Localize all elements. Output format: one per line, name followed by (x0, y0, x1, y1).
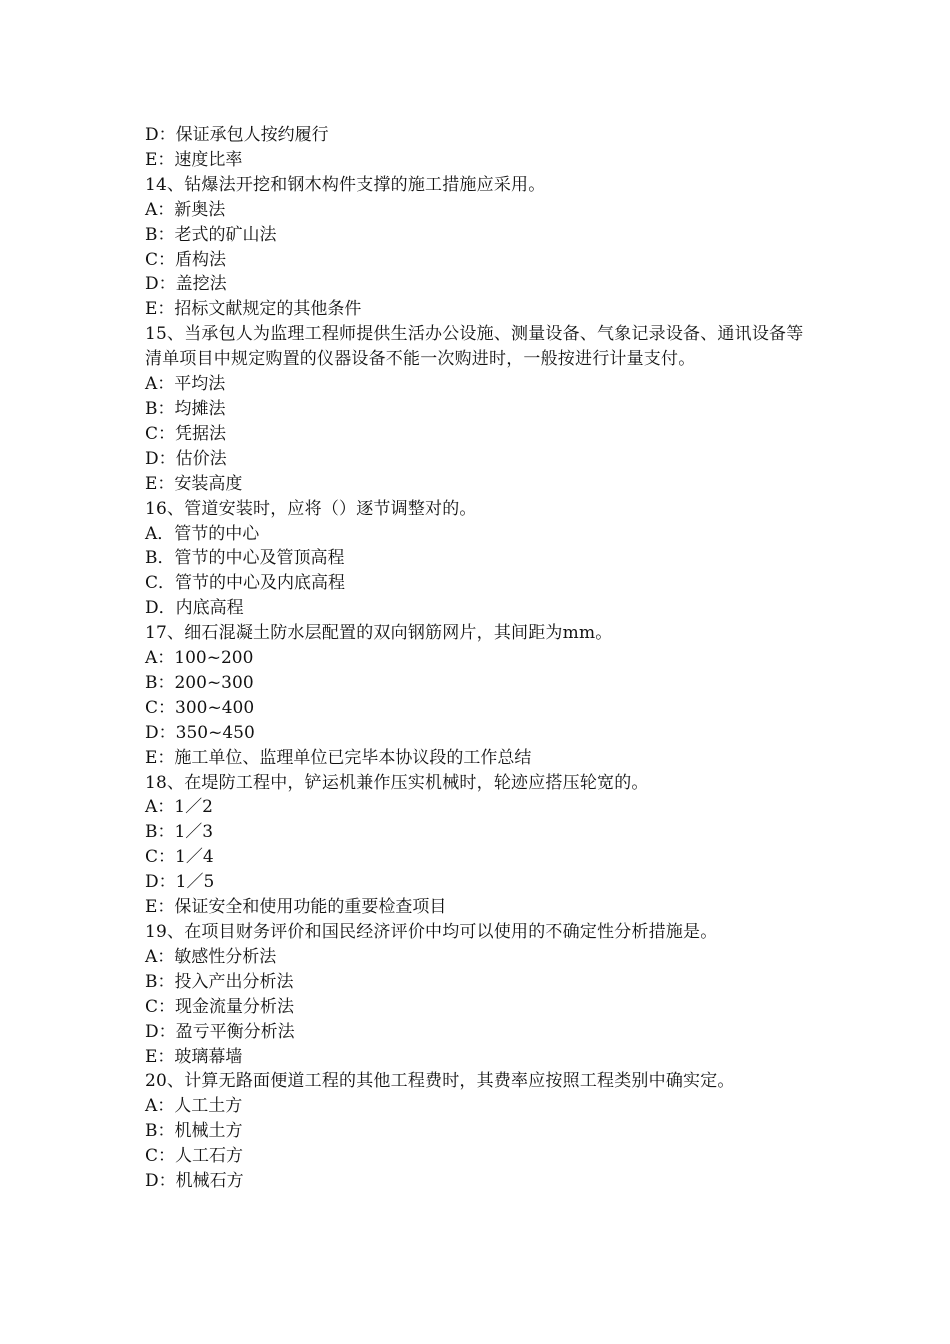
question-text: 15、当承包人为监理工程师提供生活办公设施、测量设备、气象记录设备、通讯设备等清单项目中规定购置的仪器设备不能一次购进时，一般按进行计量支付。 (145, 324, 804, 370)
answer-option: C：300~400 (145, 697, 255, 718)
answer-option: B：机械土方 (145, 1121, 243, 1142)
answer-option: D：盈亏平衡分析法 (145, 1021, 295, 1042)
answer-option: D：估价法 (145, 448, 227, 469)
question-text: 17、细石混凝土防水层配置的双向钢筋网片，其间距为mm。 (145, 623, 613, 644)
answer-option: E：招标文献规定的其他条件 (145, 299, 362, 320)
answer-option: C：凭据法 (145, 423, 227, 444)
answer-option: A．管节的中心 (145, 523, 260, 544)
answer-option: B：200~300 (145, 672, 254, 693)
answer-option: D：350~450 (145, 722, 255, 743)
answer-option: D：盖挖法 (145, 274, 227, 295)
answer-option: A：平均法 (145, 374, 226, 395)
document-page (145, 123, 810, 1194)
answer-option: C．管节的中心及内底高程 (145, 573, 346, 594)
answer-option: E：保证安全和使用功能的重要检查项目 (145, 897, 447, 918)
question-text: 19、在项目财务评价和国民经济评价中均可以使用的不确定性分析措施是。 (145, 922, 718, 942)
answer-option: A：1／2 (145, 797, 213, 818)
answer-option: C：现金流量分析法 (145, 996, 295, 1017)
answer-option: E：安装高度 (145, 473, 243, 494)
answer-option: A：新奥法 (145, 199, 226, 220)
answer-option: D：1／5 (145, 872, 215, 893)
answer-option: B：老式的矿山法 (145, 224, 277, 245)
answer-option: C：1／4 (145, 847, 214, 868)
question-text: 14、钻爆法开挖和钢木构件支撑的施工措施应采用。 (145, 174, 546, 195)
answer-option: E：速度比率 (145, 149, 243, 170)
answer-option: C：盾构法 (145, 249, 227, 270)
answer-option: B：投入产出分析法 (145, 971, 294, 992)
answer-option: D：机械石方 (145, 1171, 244, 1192)
answer-option: E：玻璃幕墙 (145, 1046, 243, 1067)
question-text: 20、计算无路面便道工程的其他工程费时，其费率应按照工程类别中确实定。 (145, 1071, 735, 1092)
answer-option: D．内底高程 (145, 598, 244, 619)
answer-option: E：施工单位、监理单位已完毕本协议段的工作总结 (145, 747, 532, 768)
question-text: 18、在堤防工程中，铲运机兼作压实机械时，轮迹应搭压轮宽的。 (145, 772, 649, 793)
question-text: 16、管道安装时，应将（）逐节调整对的。 (145, 498, 477, 519)
answer-option: D：保证承包人按约履行 (145, 125, 329, 145)
answer-option: C：人工石方 (145, 1146, 244, 1167)
answer-option: B：1／3 (145, 822, 214, 843)
answer-option: B．管节的中心及管顶高程 (145, 548, 345, 569)
answer-option: A：100~200 (145, 648, 254, 669)
answer-option: A：敏感性分析法 (145, 946, 277, 967)
answer-option: A：人工土方 (145, 1096, 243, 1117)
answer-option: B：均摊法 (145, 398, 226, 419)
